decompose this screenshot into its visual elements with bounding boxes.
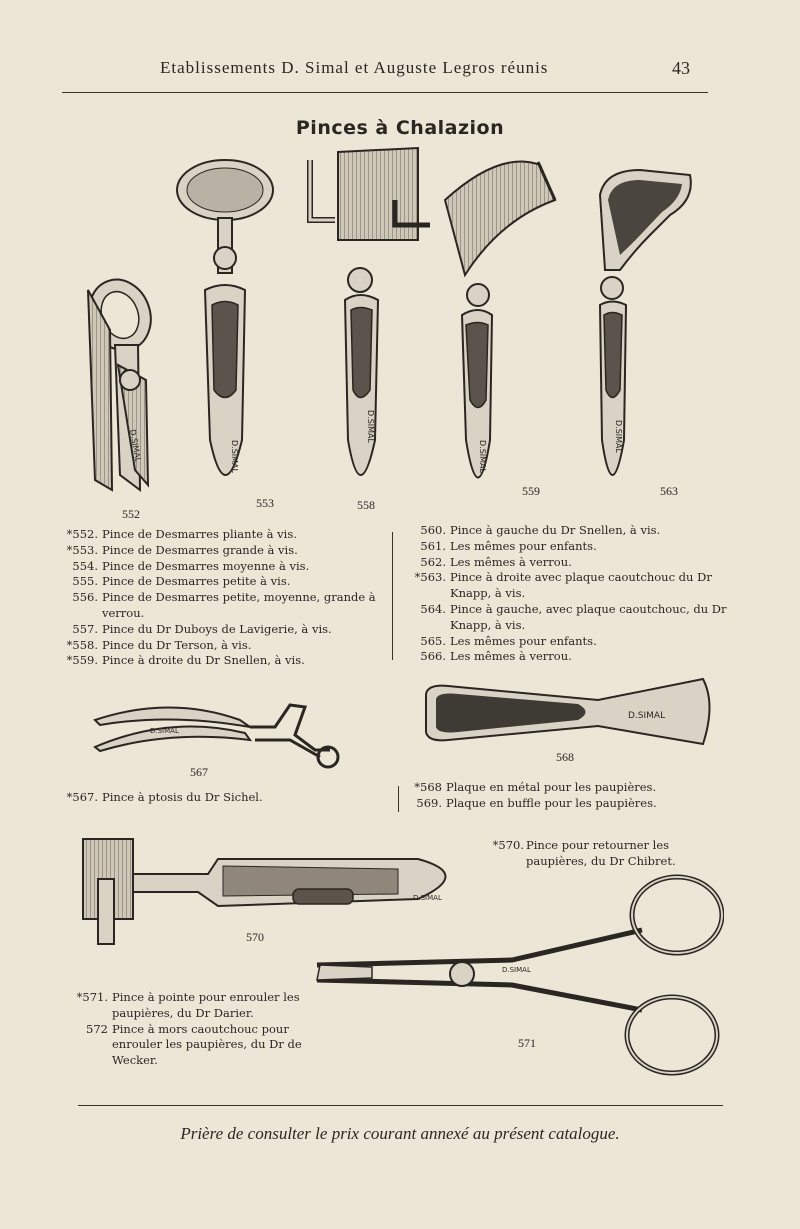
item-text: Pince à ptosis du Dr Sichel. [102, 790, 263, 804]
list-item [62, 990, 312, 1022]
item-number: 564. [420, 601, 446, 616]
eyelid-forceps-571-image [312, 870, 724, 1085]
forceps-553-image [177, 160, 273, 475]
item-text: Pince de Desmarres petite, moyenne, grande à verrou. [102, 590, 376, 620]
item-text: Plaque en métal pour les paupières. [446, 780, 657, 794]
list-item [410, 539, 730, 555]
item-text: Pince de Desmarres pliante à vis. [102, 527, 297, 541]
footer-rule [78, 1105, 723, 1106]
running-header: Etablissements D. Simal et Auguste Legros réunis [160, 58, 549, 77]
item-text: Pince de Desmarres petite à vis. [102, 574, 291, 589]
footer-note: Prière de consulter le prix courant annexé au présent catalogue. [180, 1124, 620, 1143]
item-text: Pince à gauche du Dr Snellen, à vis. [450, 523, 661, 537]
item-number: *563. [414, 570, 446, 585]
list-item [484, 838, 724, 870]
item-number: *568 [414, 780, 442, 794]
item-number: 565. [420, 633, 446, 648]
eyelid-plate-568-image [418, 674, 718, 754]
item-text: Pince du Dr Terson, à vis. [102, 637, 252, 652]
item-text: Pince pour retourner les paupières, du Dr Chibret. [526, 838, 676, 868]
list-item [62, 559, 378, 575]
item-text: Les mêmes à verrou. [450, 649, 572, 664]
list-item [406, 796, 726, 812]
item-number: 556. [72, 590, 98, 605]
forceps-563-image [600, 170, 691, 475]
item-text: Pince à pointe pour enrouler les paupières, du Dr Darier. [112, 990, 300, 1020]
item-text: Les mêmes pour enfants. [450, 538, 597, 553]
item-number: 557. [72, 621, 98, 636]
item-text: Pince de Desmarres grande à vis. [102, 542, 298, 557]
list-item [62, 574, 378, 590]
item-number: 569. [416, 795, 442, 810]
figure-label-559: 559 [522, 484, 540, 498]
list-item [410, 555, 730, 571]
item-number: 572 [86, 1021, 108, 1036]
engraved-mark: D.SIMAL [128, 428, 143, 463]
list-item [410, 523, 730, 539]
engraved-mark: D.SIMAL [502, 966, 531, 974]
figure-label-571: 571 [518, 1036, 536, 1050]
item-list-571 [62, 990, 312, 1069]
item-text: Pince à droite avec plaque caoutchouc du Dr Knapp, à vis. [450, 570, 712, 601]
engraved-mark: D.SIMAL [478, 440, 487, 473]
list-item [62, 543, 378, 559]
ptosis-forceps-567-image [90, 695, 360, 775]
figure-label-570: 570 [246, 930, 264, 944]
list-item [406, 780, 726, 796]
list-item [62, 590, 378, 622]
figure-label-567: 567 [190, 765, 208, 779]
list-item [62, 527, 378, 543]
chalazion-forceps-illustrations [60, 140, 740, 520]
item-number: *559. [66, 653, 98, 668]
item-567 [62, 790, 382, 806]
item-number: *552. [66, 527, 98, 541]
item-list-left [62, 527, 378, 669]
item-number: 561. [420, 538, 446, 553]
item-number: *567. [66, 790, 98, 804]
figure-label-563: 563 [660, 484, 678, 498]
engraved-mark: D.SIMAL [230, 440, 239, 473]
item-number: 560. [420, 523, 446, 537]
item-number: 554. [72, 558, 98, 573]
item-570 [484, 838, 724, 870]
item-text: Pince à droite du Dr Snellen, à vis. [102, 653, 305, 668]
list-item [62, 653, 378, 669]
list-item [62, 638, 378, 654]
item-number: *570. [492, 838, 524, 852]
list-item [62, 1022, 312, 1069]
engraved-mark: D.SIMAL [614, 420, 623, 453]
forceps-559-image [445, 162, 555, 478]
figure-label-568: 568 [556, 750, 574, 764]
item-text: Les mêmes pour enfants. [450, 633, 597, 648]
item-number: *553. [66, 542, 98, 557]
list-item [62, 622, 378, 638]
list-item [410, 602, 730, 634]
page-number: 43 [672, 58, 690, 78]
figure-label-558: 558 [357, 498, 375, 512]
header-rule [62, 92, 708, 93]
engraved-mark: D.SIMAL [413, 894, 442, 902]
item-text: Pince à mors caoutchouc pour enrouler les paupières, du Dr de Wecker. [112, 1021, 302, 1068]
column-divider [398, 786, 399, 812]
list-item [62, 790, 382, 806]
engraved-mark: D.SIMAL [366, 410, 375, 443]
item-text: Pince du Dr Duboys de Lavigerie, à vis. [102, 621, 332, 636]
item-number: 555. [72, 574, 98, 589]
item-number: 566. [420, 649, 446, 664]
list-item [410, 649, 730, 665]
column-divider [392, 532, 393, 660]
item-number: *571. [76, 990, 108, 1004]
item-text: Pince à gauche, avec plaque caoutchouc, du Dr Knapp, à vis. [450, 601, 727, 632]
forceps-552-image [79, 271, 160, 490]
item-number: 562. [420, 554, 446, 569]
list-item [410, 570, 730, 602]
section-title: Pinces à Chalazion [295, 117, 505, 139]
item-text: Les mêmes à verrou. [450, 554, 572, 569]
item-number: *558. [66, 637, 98, 652]
item-list-568 [406, 780, 726, 812]
engraved-mark: D.SIMAL [628, 711, 666, 721]
item-text: Plaque en buffle pour les paupières. [446, 795, 657, 810]
engraved-mark: D.SIMAL [150, 727, 179, 735]
item-list-right [410, 523, 730, 665]
list-item [410, 634, 730, 650]
figure-label-553: 553 [256, 496, 274, 510]
item-text: Pince de Desmarres moyenne à vis. [102, 558, 310, 573]
forceps-558-image [310, 148, 430, 475]
figure-label-552: 552 [122, 507, 140, 521]
